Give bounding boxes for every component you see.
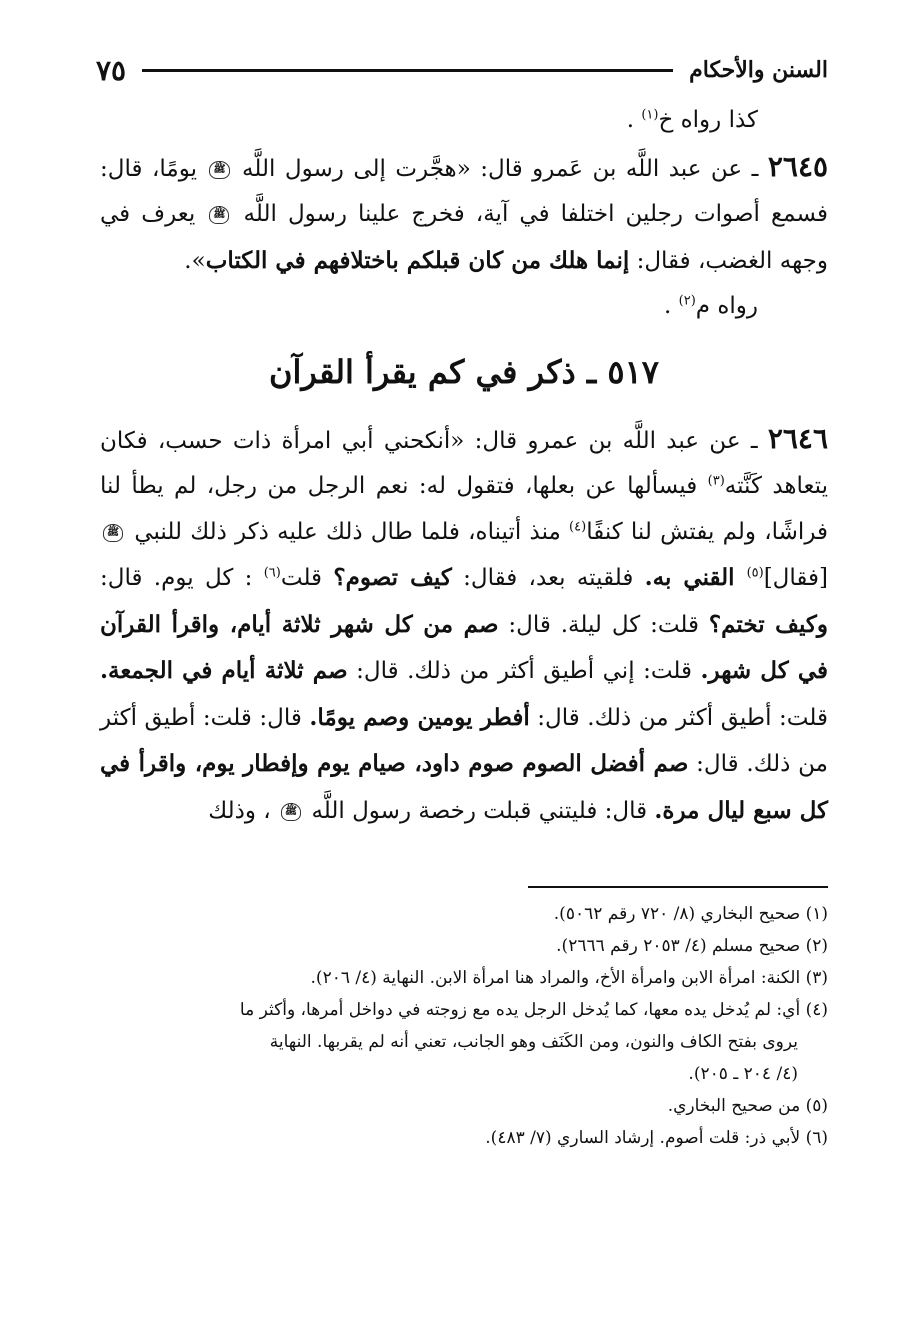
hadith-text: قلت: أطيق أكثر من ذلك. قال: [529, 704, 829, 731]
source-tail: . [664, 293, 679, 319]
hadith-2646 [100, 416, 828, 835]
hadith-text: ، وذلك [208, 797, 279, 824]
hadith-2645-source [100, 284, 828, 330]
source-text: كذا رواه خ [658, 107, 758, 133]
prophetic-quote: صم ثلاثة أيام في الجمعة. [100, 657, 348, 684]
footnote-3: (٣) الكنة: امرأة الابن وامرأة الأخ، والمراد هنا امرأة الابن. النهاية (٤/ ٢٠٦). [310, 968, 828, 988]
pbuh-symbol: ﷺ [281, 803, 301, 821]
footnote-mark[interactable]: (٤) [569, 518, 587, 534]
prophetic-quote: أفطر يومين وصم يومًا. [309, 703, 530, 731]
footnote-mark[interactable]: (٥) [746, 565, 764, 581]
hadith-text: ـ عن عبد اللَّه بن عمرو قال: «أنكحني أبي امرأة ذات حسب، فكان يتعاهد كَنَّته [100, 427, 828, 499]
footnote-2: (٢) صحيح مسلم (٤/ ٢٠٥٣ رقم ٢٦٦٦). [556, 936, 828, 956]
page-number: ٧٥ [96, 53, 127, 87]
hadith-text: منذ أتيناه، فلما طال ذلك عليه ذكر ذلك للنبي [134, 518, 570, 545]
pbuh-symbol: ﷺ [209, 206, 229, 224]
hadith-text: : كل يوم. قال: [100, 565, 264, 591]
hadith-2644-source [100, 98, 828, 144]
main-text [100, 98, 828, 834]
source-tail: . [626, 107, 642, 133]
hadith-text: قال: قلت: أطيق أكثر من ذلك. قال: [100, 704, 828, 777]
hadith-number: ٢٦٤٥ [767, 149, 829, 183]
footnote-4-continued: (٤/ ٢٠٤ ـ ٢٠٥). [688, 1064, 798, 1084]
footnote-1: (١) صحيح البخاري (٨/ ٧٢٠ رقم ٥٠٦٢). [553, 904, 828, 924]
hadith-text: يومًا، قال: فسمع أصوات رجلين اختلفا في آية، فخرج علينا رسول اللَّه [100, 155, 828, 227]
hadith-text: [فقال] [763, 565, 828, 591]
hadith-text: قلت [280, 565, 334, 591]
footnote-4: (٤) أي: لم يُدخل يده معها، كما يُدخل الرجل يده مع زوجته في دواخل أمرها، وأكثر ما [239, 1000, 828, 1020]
hadith-text: فلقيته بعد، فقال: [451, 565, 645, 591]
prophetic-quote: القني به. [644, 564, 747, 591]
hadith-2645 [100, 144, 828, 285]
pbuh-symbol: ﷺ [209, 161, 229, 179]
chapter-heading: ٥١٧ ـ ذكر في كم يقرأ القرآن [269, 352, 659, 391]
hadith-text: ـ عن عبد اللَّه بن عَمرو قال: «هجَّرت إلى رسول اللَّه [242, 155, 768, 182]
hadith-text: ». [184, 247, 206, 274]
source-text: رواه م [695, 293, 758, 319]
prophetic-quote: وكيف تختم؟ [708, 610, 828, 638]
hadith-text: فيسألها عن بعلها، فتقول له: نعم الرجل من رجل، لم يطأ لنا فراشًا، ولم يفتش لنا كنفًا [100, 473, 829, 545]
footnote-mark[interactable]: (١) [641, 107, 659, 123]
footnote-4-continued: يروى بفتح الكاف والنون، ومن الكَنَف وهو الجانب، تعني أنه لم يقربها. النهاية [269, 1032, 798, 1052]
running-header [96, 50, 828, 90]
hadith-text: قلت: إني أطيق أكثر من ذلك. قال: [347, 658, 701, 684]
footnote-mark[interactable]: (٣) [707, 473, 725, 489]
hadith-text: قلت: كل ليلة. قال: [498, 611, 709, 638]
footnotes [96, 898, 828, 1154]
hadith-text: قال: فليتني قبلت رخصة رسول اللَّه [311, 797, 655, 824]
footnote-rule [528, 886, 828, 888]
header-rule [142, 69, 673, 72]
footnote-mark[interactable]: (٦) [263, 565, 281, 581]
prophetic-quote: إنما هلك من كان قبلكم باختلافهم في الكتاب [205, 246, 630, 274]
footnote-6: (٦) لأبي ذر: قلت أصوم. إرشاد الساري (٧/ ٤٨٣). [485, 1128, 828, 1148]
hadith-number: ٢٦٤٦ [767, 421, 828, 455]
prophetic-quote: صم من كل شهر ثلاثة أيام، واقرأ القرآن في كل شهر. [100, 610, 828, 684]
prophetic-quote: كيف تصوم؟ [333, 564, 452, 591]
footnote-5: (٥) من صحيح البخاري. [667, 1096, 828, 1116]
pbuh-symbol: ﷺ [103, 524, 123, 542]
footnote-mark[interactable]: (٢) [678, 293, 696, 309]
hadith-text: يعرف في وجهه الغضب، فقال: [100, 201, 828, 274]
running-title: السنن والأحكام [689, 57, 828, 83]
prophetic-quote: صم أفضل الصوم صوم داود، صيام يوم وإفطار يوم، واقرأ في كل سبع ليال مرة. [100, 750, 828, 824]
